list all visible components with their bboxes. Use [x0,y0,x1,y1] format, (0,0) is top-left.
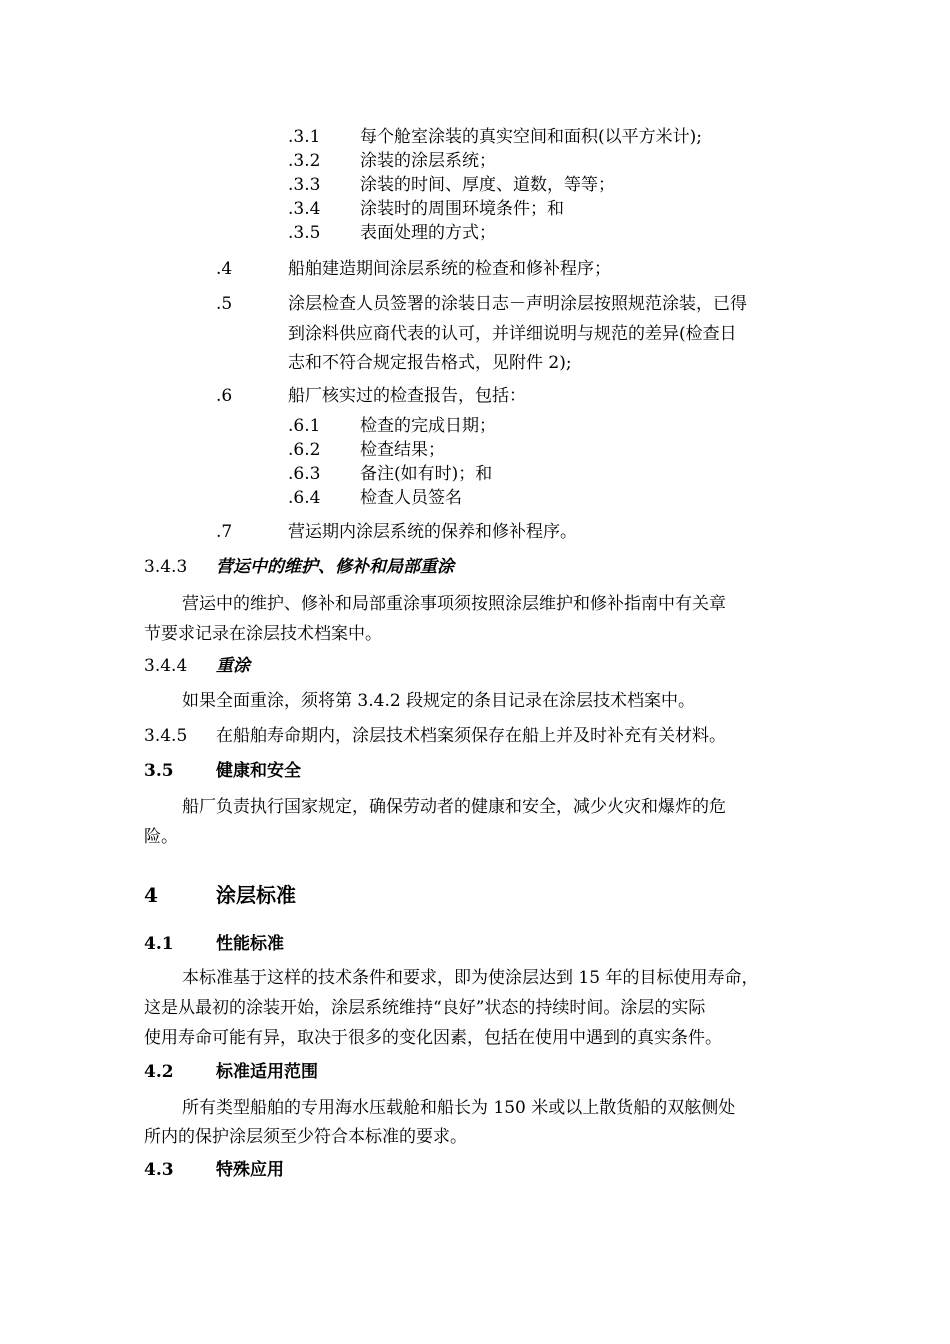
item-number: .3.1 [288,127,321,147]
item-text: 检查人员签名 [360,488,462,508]
paragraph-line: 船厂负责执行国家规定，确保劳动者的健康和安全，减少火灾和爆炸的危 [182,797,726,817]
section-number: 3.5 [144,761,174,781]
item-text: 备注(如有时)；和 [360,464,493,484]
paragraph-line: 营运中的维护、修补和局部重涂事项须按照涂层维护和修补指南中有关章 [182,594,726,614]
paragraph-line: 这是从最初的涂装开始，涂层系统维持“良好”状态的持续时间。涂层的实际 [144,998,706,1018]
paragraph-line: 所内的保护涂层须至少符合本标准的要求。 [144,1127,467,1147]
item-number: .6.4 [288,488,321,508]
paragraph-line: 使用寿命可能有异，取决于很多的变化因素，包括在使用中遇到的真实条件。 [144,1028,722,1048]
item-text-line: 到涂料供应商代表的认可，并详细说明与规范的差异(检查日 [288,324,737,344]
item-text: 船厂核实过的检查报告，包括： [288,386,526,406]
chapter-number: 4 [144,883,158,907]
item-text: 检查的完成日期； [360,416,496,436]
item-text: 营运期内涂层系统的保养和修补程序。 [288,522,577,542]
section-title: 特殊应用 [216,1160,284,1180]
section-number: 4.3 [144,1160,174,1180]
item-number: .6.2 [288,440,321,460]
section-title: 性能标准 [216,934,284,954]
paragraph-line: 所有类型船舶的专用海水压载舱和船长为 150 米或以上散货船的双舷侧处 [182,1098,736,1118]
item-number: .6.1 [288,416,321,436]
item-number: .6 [216,386,233,406]
paragraph-line: 本标准基于这样的技术条件和要求，即为使涂层达到 15 年的目标使用寿命， [182,968,759,988]
paragraph-line: 节要求记录在涂层技术档案中。 [144,624,382,644]
section-title: 健康和安全 [216,761,301,781]
section-number: 4.2 [144,1062,174,1082]
item-text: 检查结果； [360,440,445,460]
section-title: 标准适用范围 [216,1062,318,1082]
item-text-line: 涂层检查人员签署的涂装日志－声明涂层按照规范涂装，已得 [288,294,747,314]
item-text: 表面处理的方式； [360,223,496,243]
item-number: .5 [216,294,233,314]
section-number: 3.4.4 [144,656,188,676]
item-text: 涂装的时间、厚度、道数，等等； [360,175,615,195]
paragraph-line: 险。 [144,827,178,847]
section-title: 营运中的维护、修补和局部重涂 [216,557,454,577]
item-number: .3.3 [288,175,321,195]
item-text-line: 志和不符合规定报告格式，见附件 2); [288,353,572,373]
item-text: 涂装的涂层系统； [360,151,496,171]
paragraph-line: 如果全面重涂，须将第 3.4.2 段规定的条目记录在涂层技术档案中。 [182,691,696,711]
item-number: .6.3 [288,464,321,484]
item-text: 船舶建造期间涂层系统的检查和修补程序； [288,259,611,279]
item-number: .3.4 [288,199,321,219]
section-number: 3.4.5 [144,726,188,746]
section-text: 在船舶寿命期内，涂层技术档案须保存在船上并及时补充有关材料。 [216,726,726,746]
item-number: .3.5 [288,223,321,243]
item-number: .7 [216,522,233,542]
chapter-title: 涂层标准 [216,883,296,907]
item-number: .4 [216,259,233,279]
section-number: 4.1 [144,934,174,954]
section-number: 3.4.3 [144,557,188,577]
item-number: .3.2 [288,151,321,171]
item-text: 每个舱室涂装的真实空间和面积(以平方米计); [360,127,702,147]
section-title: 重涂 [216,656,250,676]
item-text: 涂装时的周围环境条件；和 [360,199,564,219]
